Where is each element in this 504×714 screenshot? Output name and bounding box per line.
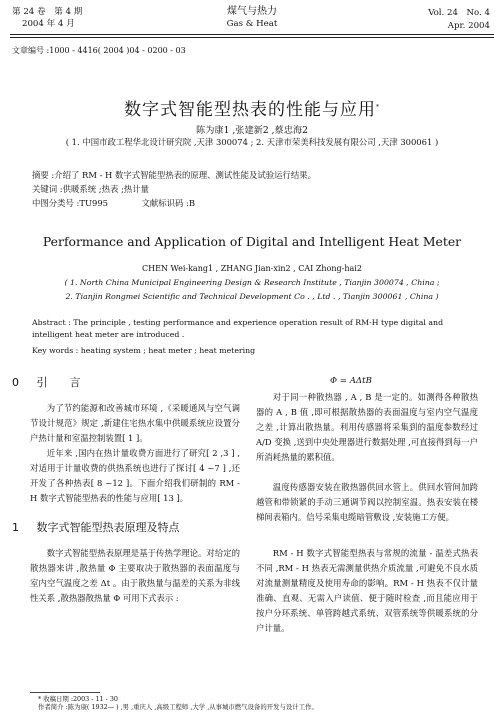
abstract-cn: 摘要 :介绍了 RM - H 数字式智能型热表的原理、测试性能及试验运行结果。 <box>32 170 317 180</box>
authors: 陈为康1 ,张建新2 ,蔡忠海2 <box>196 125 308 136</box>
english-keywords: Key words : heating system ; heat meter ; heat metering <box>32 346 256 355</box>
paper-title-text: 数字式智能型热表的性能与应用 <box>124 100 376 120</box>
section-0-number: 0 <box>12 376 19 389</box>
intro-paragraph-2: 近年来 ,国内在热计量收费方面进行了研究[ 2 ,3 ] ,对适用于计量收费的供热系统也进行了探讨[ 4 ~7 ] ,还开发了各种热表[ 8 ~12 ]。下面介绍我们研制的 RM - H 数字式智能型热表的性能与应用[ 13 ]。 <box>30 448 240 503</box>
section-1-paragraph: 数字式智能型热表原理是基于传热学理论。对给定的散热器来讲 ,散热量 Φ 主要取决于散热器的表面温度与室内空气温度之差 Δt 。由于散热量与温差的关系为非线性关系 ,散热器散热量 Φ 可用下式表示 : <box>30 548 240 603</box>
article-number: 文章编号 :1000 - 4416( 2004 )04 - 0200 - 03 <box>12 46 186 55</box>
volume-number: Vol. 24 No. 4 <box>428 8 490 18</box>
header-rule <box>10 34 494 35</box>
english-affiliation-1: ( 1. North China Municipal Engineering Design & Research Institute , Tianjin 300074 , China ; <box>64 278 440 287</box>
english-affiliation-2: 2. Tianjin Rongmei Scientific and Technical Development Co . , Ltd . , Tianjin 300061 , China ) <box>65 292 439 301</box>
english-authors: CHEN Wei-kang1 , ZHANG Jian-xin2 , CAI Zhong-hai2 <box>142 264 362 273</box>
section-1-heading <box>12 519 180 535</box>
footnote-author: 作者简介 :陈为康( 1932— ) ,男 ,重庆人 ,高级工程师 ,大学 ,从事城市燃气设备的开发与设计工作。 <box>38 703 318 711</box>
footnote-received: * 收稿日期 :2003 - 11 - 30 <box>38 695 118 703</box>
english-title: Performance and Application of Digital and Intelligent Heat Meter <box>42 234 462 249</box>
section-1-number: 1 <box>12 521 19 534</box>
journal-name-cn: 煤气与热力 <box>227 6 277 17</box>
affiliation: ( 1. 中国市政工程华北设计研究院 ,天津 300074 ; 2. 天津市荣美科技发展有限公司 ,天津 300061 ) <box>65 137 439 147</box>
issue-date: 2004 年 4 月 <box>22 19 75 29</box>
classification-cn: 中图分类号 :TU995 文献标识码 :B <box>32 198 196 208</box>
volume-date: Apr. 2004 <box>447 21 490 31</box>
journal-name-en: Gas & Heat <box>226 19 278 29</box>
journal-name <box>200 5 304 31</box>
paper-title <box>0 95 504 120</box>
section-0-title: 引 言 <box>36 376 81 389</box>
right-paragraph-3: RM - H 数字式智能型热表与常规的流量 - 温差式热表不同 ,RM - H 热表无需测量供热介质流量 ,可避免不良水质对流量测量精度及使用寿命的影响。RM - H 热表不仅计量准确、直观、无需入户读值、便于随时检查 ,而且能应用于按户分环系统、单管跨越式系统、双管系统等供暖系统的分户计量。 <box>256 548 478 633</box>
footnote-rule <box>30 692 100 693</box>
volume-info <box>370 7 490 33</box>
formula: Φ = AΔtB <box>330 376 372 386</box>
header-rule-thin <box>10 37 494 38</box>
right-paragraph-1: 对于同一种散热器 , A , B 是一定的。如测得各种散热器的 A , B 值 ,即可根据散热器的表面温度与室内空气温度之差 ,计算出散热量。利用传感器将采集到的温度参数经过 A/D 变换 ,送到中央处理器进行数据处理 ,可直接得到每一户所消耗热量的累积值。 <box>256 392 478 462</box>
issue-number: 第 24 卷 第 4 期 <box>12 7 83 17</box>
title-footnote-mark: * <box>376 103 380 111</box>
right-paragraph-2: 温度传感器安装在散热器供回水管上。供回水管间加跨越管和带锁紧的手动三通调节阀以控制室温。热表安装在楼梯间表箱内。信号采集电缆暗管敷设 ,安装施工方便。 <box>256 482 478 522</box>
english-abstract: Abstract : The principle , testing performance and experience operation result of RM-H type digital and intelligent heat meter are introduced . <box>32 318 444 339</box>
intro-paragraph-1: 为了节约能源和改善城市环境 ,《采暖通风与空气调节设计规范》规定 ,新建住宅热水集中供暖系统应设置分户热计量和室温控制装置[ 1 ]。 <box>30 403 240 443</box>
issue-info <box>12 6 82 30</box>
section-1-title: 数字式智能型热表原理及特点 <box>36 521 180 534</box>
keywords-cn: 关键词 :供暖系统 ;热表 ;热计量 <box>32 184 149 194</box>
section-0-heading <box>12 374 81 390</box>
